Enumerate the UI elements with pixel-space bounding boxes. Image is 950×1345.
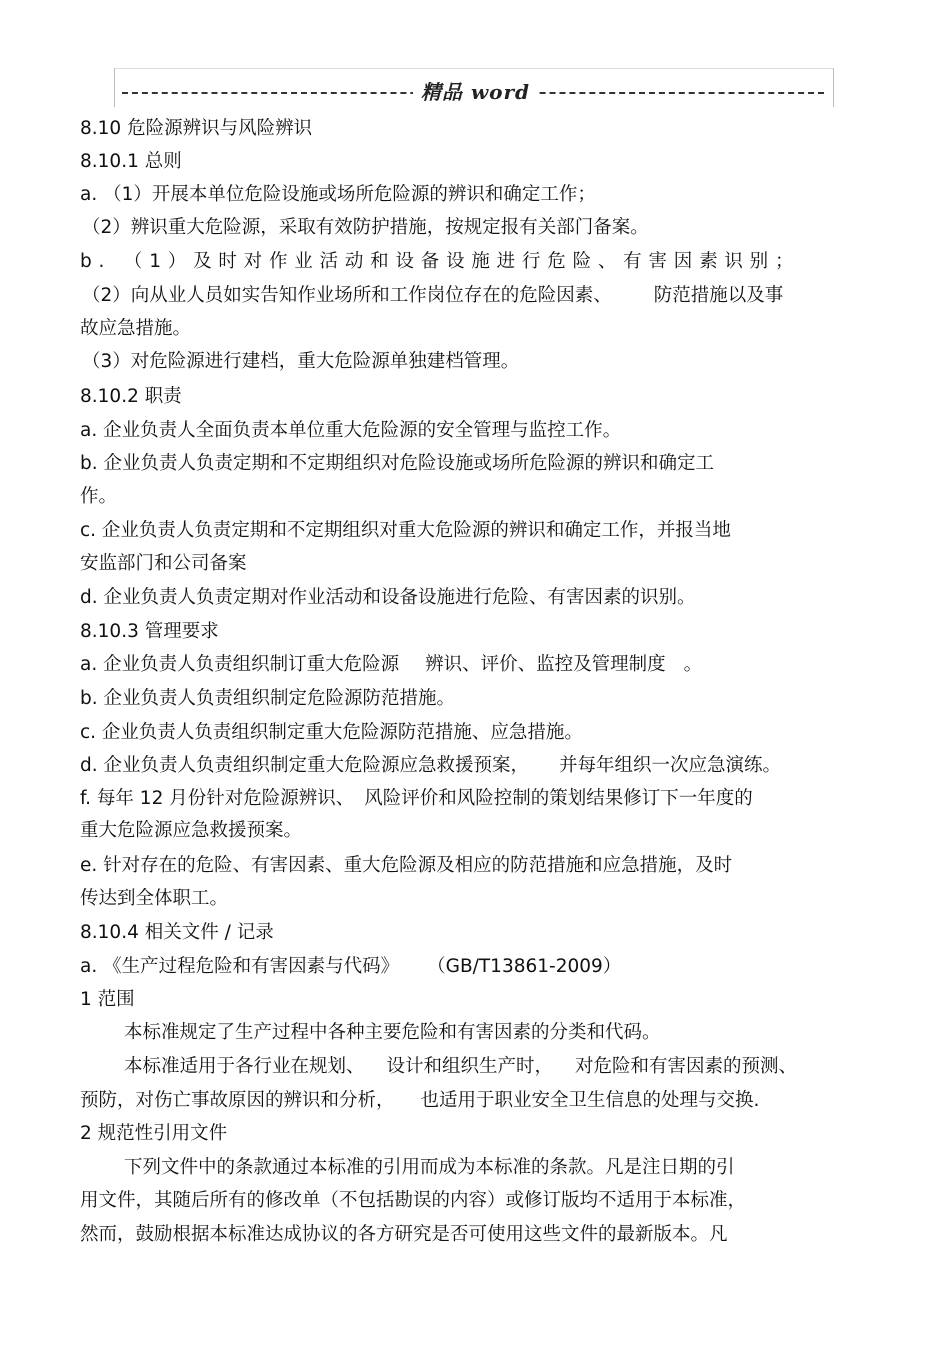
header-title: 精品 word bbox=[413, 76, 538, 105]
paragraph-line bbox=[80, 652, 702, 678]
text-segment: （2）向从业人员如实告知作业场所和工作岗位存在的危险因素、 bbox=[82, 285, 612, 306]
paragraph-line: 故应急措施。 bbox=[80, 318, 192, 339]
paragraph-line: 用文件，其随后所有的修改单（不包括勘误的内容）或修订版均不适用于本标准， bbox=[80, 1190, 747, 1211]
text-segment: d. 企业负责人负责组织制定重大危险源应急救援预案， bbox=[80, 755, 530, 776]
text-segment: f. 每年 12 月份针对危险源辨识、 bbox=[80, 788, 355, 809]
paragraph-line: 本标准规定了生产过程中各种主要危险和有害因素的分类和代码。 bbox=[124, 1022, 661, 1043]
paragraph-line: 传达到全体职工。 bbox=[80, 888, 229, 909]
paragraph-line bbox=[124, 1054, 797, 1080]
text-segment: 防范措施以及事 bbox=[653, 285, 784, 306]
text-segment: 辨识、评价、监控及管理制度 bbox=[425, 654, 666, 675]
text-segment: a. 《生产过程危险和有害因素与代码》 bbox=[80, 956, 400, 977]
text-segment: （GB/T13861-2009） bbox=[427, 956, 622, 977]
paragraph-line: （3）对危险源进行建档，重大危险源单独建档管理。 bbox=[82, 351, 520, 372]
paragraph-line: 作。 bbox=[80, 486, 118, 507]
paragraph-line: d. 企业负责人负责定期对作业活动和设备设施进行危险、有害因素的识别。 bbox=[80, 587, 696, 608]
paragraph-line bbox=[80, 954, 621, 980]
paragraph-line bbox=[82, 283, 783, 309]
paragraph-line: c. 企业负责人负责定期和不定期组织对重大危险源的辨识和确定工作，并报当地 bbox=[80, 520, 731, 541]
text-segment: 设计和组织生产时， bbox=[386, 1056, 554, 1077]
paragraph-line: c. 企业负责人负责组织制定重大危险源防范措施、应急措施。 bbox=[80, 722, 583, 743]
section-heading: 1 范围 bbox=[80, 989, 135, 1010]
paragraph-line: e. 针对存在的危险、有害因素、重大危险源及相应的防范措施和应急措施，及时 bbox=[80, 855, 733, 876]
subsection-heading: 8.10.1 总则 bbox=[80, 151, 182, 172]
section-heading: 2 规范性引用文件 bbox=[80, 1123, 228, 1144]
paragraph-line bbox=[80, 753, 781, 779]
paragraph-line bbox=[80, 786, 753, 812]
text-segment: 也适用于职业安全卫生信息的处理与交换. bbox=[420, 1090, 760, 1111]
paragraph-line bbox=[80, 1088, 759, 1114]
subsection-heading: 8.10.3 管理要求 bbox=[80, 621, 219, 642]
paragraph-line: 重大危险源应急救援预案。 bbox=[80, 820, 303, 841]
paragraph-line: 下列文件中的条款通过本标准的引用而成为本标准的条款。凡是注日期的引 bbox=[124, 1157, 735, 1178]
paragraph-line: a. 企业负责人全面负责本单位重大危险源的安全管理与监控工作。 bbox=[80, 420, 622, 441]
subsection-heading: 8.10.2 职责 bbox=[80, 386, 182, 407]
paragraph-line: b. 企业负责人负责定期和不定期组织对危险设施或场所危险源的辨识和确定工 bbox=[80, 453, 715, 474]
paragraph-line: b. （1）及时对作业活动和设备设施进行危险、有害因素识别； bbox=[80, 251, 801, 272]
paragraph-line: a. （1）开展本单位危险设施或场所危险源的辨识和确定工作； bbox=[80, 184, 596, 205]
section-heading: 8.10 危险源辨识与风险辨识 bbox=[80, 118, 313, 139]
paragraph-line: （2）辨识重大危险源，采取有效防护措施，按规定报有关部门备案。 bbox=[82, 217, 649, 238]
paragraph-line: 然而，鼓励根据本标准达成协议的各方研究是否可使用这些文件的最新版本。凡 bbox=[80, 1224, 728, 1245]
paragraph-line: b. 企业负责人负责组织制定危险源防范措施。 bbox=[80, 688, 456, 709]
text-segment: 并每年组织一次应急演练。 bbox=[559, 755, 782, 776]
text-segment: 风险评价和风险控制的策划结果修订下一年度的 bbox=[364, 788, 753, 809]
text-segment: 本标准适用于各行业在规划、 bbox=[124, 1056, 365, 1077]
text-segment: 。 bbox=[683, 654, 703, 675]
text-segment: 预防，对伤亡事故原因的辨识和分析， bbox=[80, 1090, 395, 1111]
paragraph-line: 安监部门和公司备案 bbox=[80, 553, 247, 574]
text-segment: a. 企业负责人负责组织制订重大危险源 bbox=[80, 654, 400, 675]
text-segment: 对危险和有害因素的预测、 bbox=[575, 1056, 798, 1077]
subsection-heading: 8.10.4 相关文件 / 记录 bbox=[80, 922, 274, 943]
